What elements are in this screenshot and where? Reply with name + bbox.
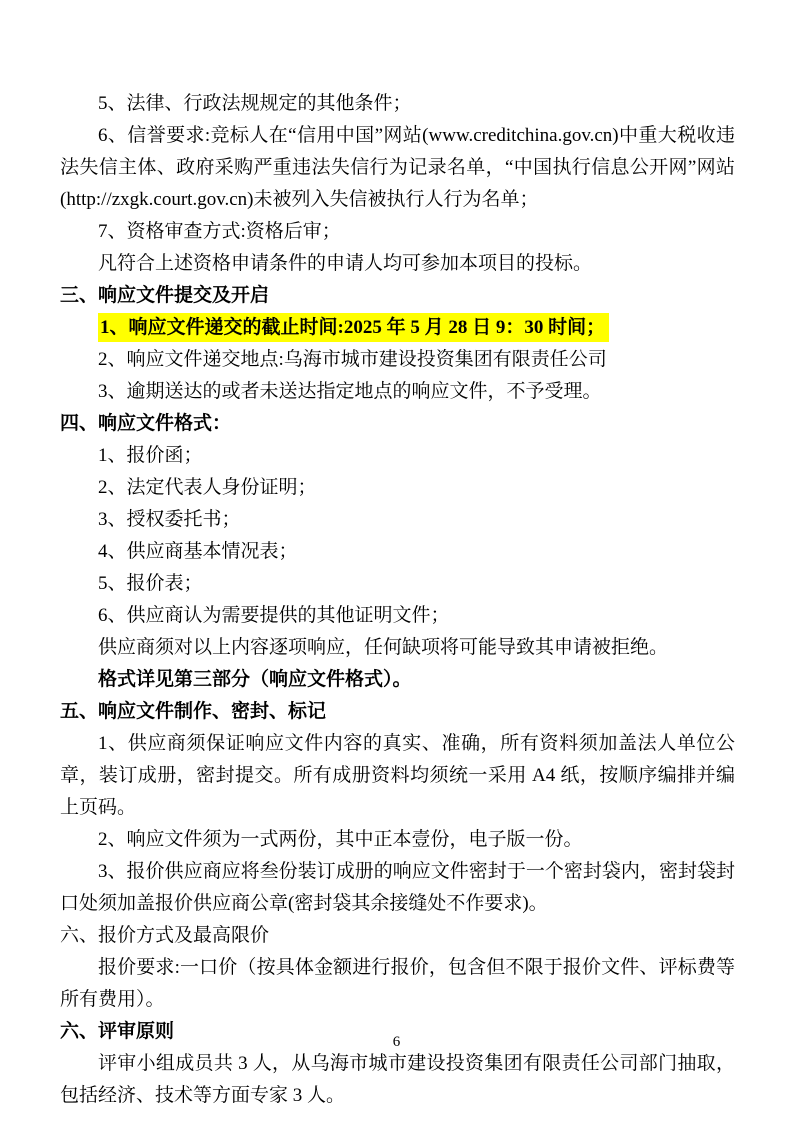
paragraph-review-panel: 评审小组成员共 3 人，从乌海市城市建设投资集团有限责任公司部门抽取，包括经济、技术等方面专家 3 人。	[60, 1053, 735, 1106]
section-heading-document-format: 四、响应文件格式：	[60, 413, 232, 434]
list-item-legal-rep-id: 2、法定代表人身份证明；	[98, 477, 317, 498]
list-item-supplier-profile: 4、供应商基本情况表；	[98, 541, 298, 562]
section-heading-price-method: 六、报价方式及最高限价	[60, 925, 270, 946]
paragraph-price-requirement: 报价要求:一口价（按具体金额进行报价，包含但不限于报价文件、评标费等所有费用）。	[60, 957, 735, 1010]
document-body	[60, 88, 735, 1112]
deadline-highlight: 1、响应文件递交的截止时间:2025 年 5 月 28 日 9：30 时间；	[98, 313, 609, 342]
paragraph-late-submission: 3、逾期送达的或者未送达指定地点的响应文件，不予受理。	[98, 381, 602, 402]
list-item-authorization: 3、授权委托书；	[98, 509, 241, 530]
paragraph-other-conditions: 5、法律、行政法规规定的其他条件；	[98, 93, 412, 114]
section-heading-preparation-sealing: 五、响应文件制作、密封、标记	[60, 701, 327, 722]
paragraph-deadline	[60, 312, 735, 344]
list-item-other-certificates: 6、供应商认为需要提供的其他证明文件；	[98, 605, 450, 626]
paragraph-qualification-review: 7、资格审查方式:资格后审；	[98, 221, 341, 242]
paragraph-credit-requirement: 6、信誉要求:竞标人在“信用中国”网站(www.creditchina.gov.cn)中重大税收违法失信主体、政府采购严重违法失信行为记录名单，“中国执行信息公开网”网站(http://zxgk.court.gov.cn)未被列入失信被执行人行为名单；	[60, 125, 735, 210]
paragraph-respond-each-item: 供应商须对以上内容逐项响应，任何缺项将可能导致其申请被拒绝。	[98, 637, 669, 658]
paragraph-binding-requirement: 1、供应商须保证响应文件内容的真实、准确，所有资料须加盖法人单位公章，装订成册，密封提交。所有成册资料均须统一采用 A4 纸，按顺序编排并编上页码。	[60, 733, 735, 818]
paragraph-submission-place: 2、响应文件递交地点:乌海市城市建设投资集团有限责任公司	[98, 349, 607, 370]
page-number: 6	[392, 1034, 401, 1050]
paragraph-copies-requirement: 2、响应文件须为一式两份，其中正本壹份，电子版一份。	[98, 829, 583, 850]
paragraph-sealing-requirement: 3、报价供应商应将叁份装订成册的响应文件密封于一个密封袋内，密封袋封口处须加盖报价供应商公章(密封袋其余接缝处不作要求)。	[60, 861, 735, 914]
section-heading-review-principle: 六、评审原则	[60, 1021, 175, 1042]
list-item-quotation-letter: 1、报价函；	[98, 445, 203, 466]
list-item-price-table: 5、报价表；	[98, 573, 203, 594]
paragraph-eligibility-note: 凡符合上述资格申请条件的申请人均可参加本项目的投标。	[98, 253, 593, 274]
section-heading-submission-opening: 三、响应文件提交及开启	[60, 285, 270, 306]
paragraph-format-reference: 格式详见第三部分（响应文件格式）。	[98, 669, 412, 690]
